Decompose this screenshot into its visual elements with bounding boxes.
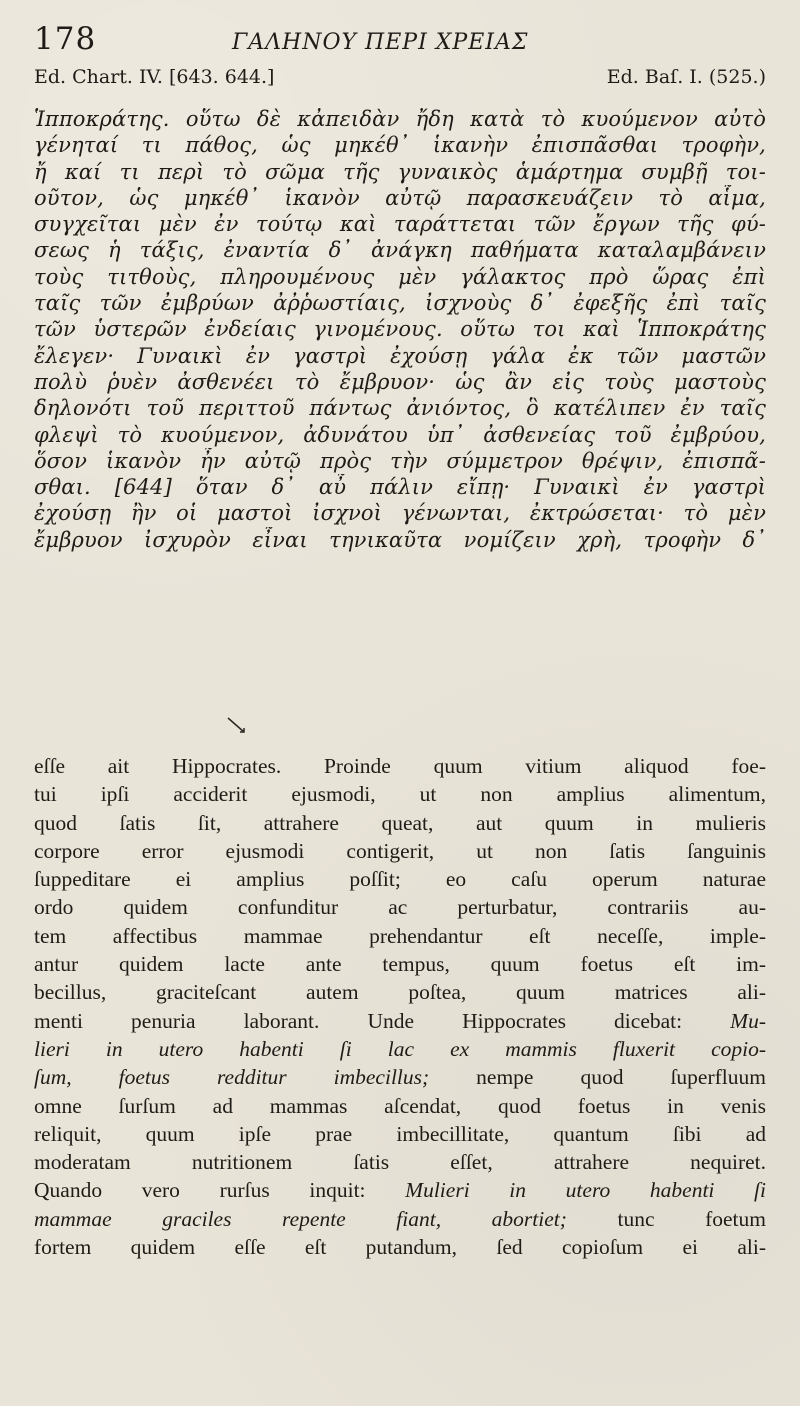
latin-line-text: antur quidem lacte ante tempus, quum foetus eſt im- (34, 952, 766, 977)
divider-mark (226, 716, 246, 734)
latin-line-text: eſſe ait Hippocrates. Proinde quum vitium aliquod foe- (34, 754, 766, 778)
latin-line-text: becillus, graciteſcant autem poſtea, quum matrices ali- (34, 980, 766, 1005)
greek-line: γένηταί τι πάθος, ὡς μηκέθ᾽ ἱκανὴν ἐπισπᾶσθαι τροφὴν, (34, 133, 766, 158)
greek-line: ὅσον ἱκανὸν ἦν αὐτῷ πρὸς τὴν σύμμετρον θρέψιν, ἐπισπᾶ- (34, 448, 766, 473)
latin-line (34, 922, 766, 950)
greek-line: δηλονότι τοῦ περιττοῦ πάντως ἀνιόντος, ὃ κατέλιπεν ἐν ταῖς (34, 396, 766, 421)
latin-line-text: reliquit, quum ipſe prae imbecillitate, quantum ſibi ad (34, 1121, 766, 1146)
latin-line-text: ordo quidem confunditur ac perturbatur, contrariis au- (34, 895, 766, 920)
greek-line: φλεψὶ τὸ κυούμενον, ἀδυνάτου ὑπ᾽ ἀσθενείας τοῦ ἐμβρύου, (34, 422, 766, 447)
latin-line (34, 1205, 766, 1233)
greek-line: οῦτον, ὡς μηκέθ᾽ ἱκανὸν αὐτῷ παρασκευάζειν τὸ αἷμα, (34, 185, 766, 210)
page-number: 178 (34, 21, 97, 57)
latin-line (34, 1233, 766, 1261)
greek-line: σεως ἡ τάξις, ἐναντία δ᾽ ἀνάγκη παθήματα καταλαμβάνειν (34, 238, 766, 263)
edition-reference-line (34, 66, 766, 94)
latin-line-italic-text: Mulieri in utero habenti ſi (405, 1178, 766, 1203)
greek-line: πολὺ ῥυὲν ἀσθενέει τὸ ἔμβρυον· ὡς ἂν εἰς τοὺς μαστοὺς (34, 369, 766, 394)
greek-text-block (34, 106, 766, 553)
latin-line (34, 893, 766, 921)
latin-line (34, 1092, 766, 1120)
greek-line: ἐχούσῃ ἢν οἱ μαστοὶ ἰσχνοὶ γένωνται, ἐκτρώσεται· τὸ μὲν (34, 501, 766, 526)
greek-line: τοὺς τιτθοὺς, πληρουμένους μὲν γάλακτος πρὸ ὥρας ἐπὶ (34, 264, 766, 289)
greek-line: τῶν ὑστερῶν ἐνδείαις γινομένους. οὕτω τοι καὶ Ἱπποκράτης (34, 317, 766, 342)
latin-line-italic-text: ſum, foetus redditur imbecillus; (34, 1065, 430, 1090)
latin-line (34, 1148, 766, 1176)
page-header (34, 21, 766, 68)
latin-line-text: tem affectibus mammae prehendantur eſt neceſſe, imple- (34, 923, 766, 948)
latin-line-text: fortem quidem eſſe eſt putandum, ſed copioſum ei ali- (34, 1235, 766, 1260)
latin-line-text: corpore error ejusmodi contigerit, ut non ſatis ſanguinis (34, 838, 766, 863)
latin-line (34, 1063, 766, 1091)
greek-line: ἤ καί τι περὶ τὸ σῶμα τῆς γυναικὸς ἁμάρτημα συμβῇ τοι- (34, 159, 766, 184)
running-title: ΓΑΛΗΝΟΥ ΠΕΡΙ ΧΡΕΙΑΣ (232, 30, 529, 55)
latin-text-block (34, 752, 766, 1261)
latin-line-text: ſuppeditare ei amplius poſſit; eo caſu operum naturae (34, 867, 766, 892)
latin-line-text: nempe quod ſuperfluum (429, 1065, 766, 1090)
latin-line-text: omne ſurſum ad mammas aſcendat, quod foetus in venis (34, 1093, 766, 1118)
greek-line: σθαι. [644] ὅταν δ᾽ αὖ πάλιν εἴπῃ· Γυναικὶ ἐν γαστρὶ (34, 475, 766, 500)
latin-line (34, 865, 766, 893)
greek-line: συγχεῖται μὲν ἐν τούτῳ καὶ ταράττεται τῶν ἔργων τῆς φύ- (34, 212, 766, 237)
latin-line-text: quod ſatis ſit, attrahere queat, aut quum in mulieris (34, 810, 766, 835)
greek-line: ἔμβρυον ἰσχυρὸν εἶναι τηνικαῦτα νομίζειν χρὴ, τροφὴν δ᾽ (34, 527, 766, 552)
latin-line (34, 1176, 766, 1204)
latin-line (34, 978, 766, 1006)
latin-line-text: tui ipſi acciderit ejusmodi, ut non amplius alimentum, (34, 782, 766, 807)
latin-line-text: menti penuria laborant. Unde Hippocrates dicebat: (34, 1008, 731, 1033)
latin-line (34, 837, 766, 865)
latin-line-text: tunc foetum (566, 1206, 766, 1231)
latin-line (34, 1007, 766, 1035)
edition-reference-left: Ed. Chart. IV. [643. 644.] (34, 66, 275, 88)
latin-line-italic-text: Mu- (730, 1008, 766, 1033)
latin-line (34, 752, 766, 780)
latin-line (34, 1120, 766, 1148)
latin-line-italic-text: mammae graciles repente fiant, abortiet; (34, 1206, 567, 1231)
latin-line (34, 1035, 766, 1063)
latin-line-italic-text: lieri in utero habenti ſi lac ex mammis fluxerit copio- (34, 1036, 766, 1061)
latin-line-text: moderatam nutritionem ſatis eſſet, attrahere nequiret. (34, 1150, 766, 1175)
latin-line (34, 950, 766, 978)
greek-line: Ἱπποκράτης. οὕτω δὲ κἀπειδὰν ἤδη κατὰ τὸ κυούμενον αὐτὸ (34, 107, 766, 131)
greek-line: ἔλεγεν· Γυναικὶ ἐν γαστρὶ ἐχούσῃ γάλα ἐκ τῶν μαστῶν (34, 343, 766, 368)
latin-line-text: Quando vero rurſus inquit: (34, 1178, 406, 1203)
edition-reference-right: Ed. Baſ. I. (525.) (606, 66, 766, 88)
greek-line: ταῖς τῶν ἐμβρύων ἀῤῥωστίαις, ἰσχνοὺς δ᾽ ἐφεξῆς ἐπὶ ταῖς (34, 291, 766, 316)
latin-line (34, 809, 766, 837)
latin-line (34, 780, 766, 808)
